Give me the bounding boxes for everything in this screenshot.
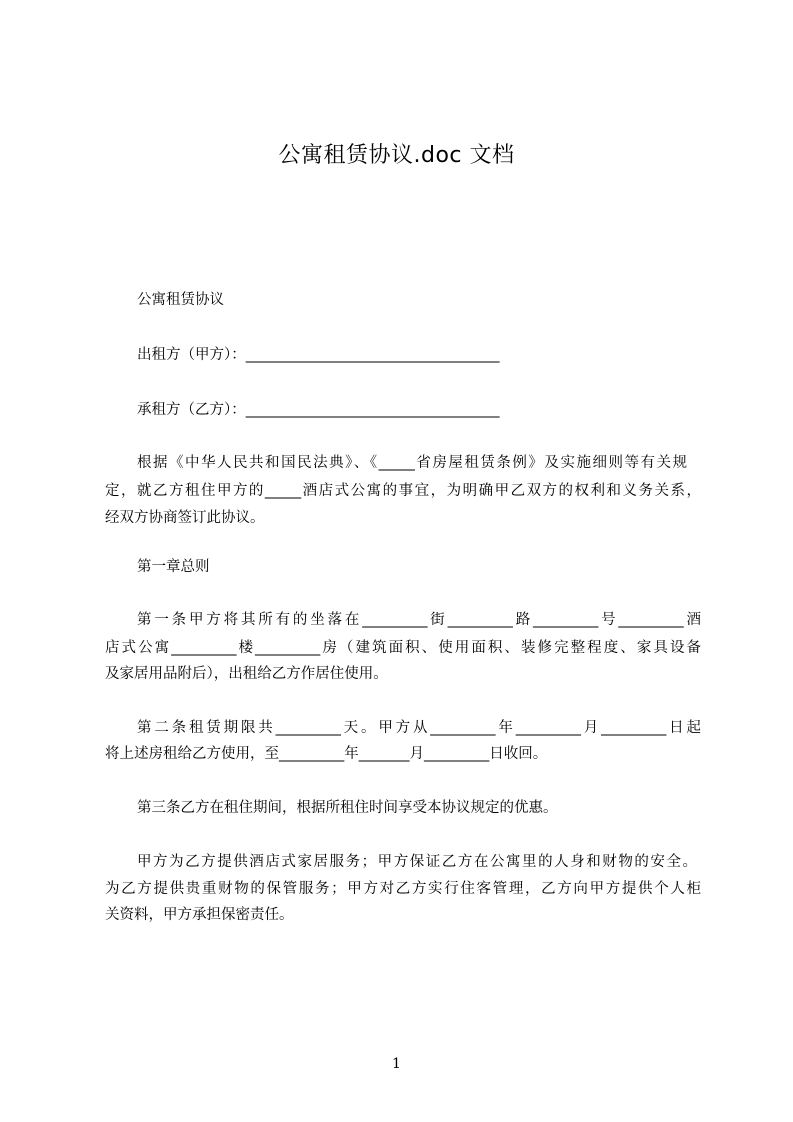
article-1-line-3: 及家居用品附后），出租给乙方作居住使用。 <box>105 666 388 682</box>
preamble-line-3: 经双方协商签订此协议。 <box>105 510 265 526</box>
document-title: 公寓租赁协议.doc 文档 <box>278 143 515 168</box>
article-2-line-2: 将上述房租给乙方使用，至_________年_______月_________日收回。 <box>105 746 548 762</box>
party-a-line: 出租方（甲方）：___________________________________ <box>137 347 500 363</box>
services-line-3: 关资料，甲方承担保密责任。 <box>105 907 294 923</box>
chapter-heading: 第一章总则 <box>137 559 210 575</box>
preamble-line-1: 根据《中华人民共和国民法典》、《_____省房屋租赁条例》及实施细则等有关规 <box>137 455 687 471</box>
preamble-line-2: 定，就乙方租住甲方的_____酒店式公寓的事宜，为明确甲乙双方的权利和义务关系， <box>105 483 701 499</box>
page-number: 1 <box>392 1056 401 1072</box>
article-3: 第三条乙方在租住期间，根据所租住时间享受本协议规定的优惠。 <box>137 800 558 816</box>
article-2-line-1: 第二条租赁期限共_________天。甲方从_________年_________月_________日起 <box>137 720 701 736</box>
services-line-1: 甲方为乙方提供酒店式家居服务；甲方保证乙方在公寓里的人身和财物的安全。 <box>137 854 697 870</box>
agreement-heading: 公寓租赁协议 <box>137 292 224 308</box>
party-b-line: 承租方（乙方）：___________________________________ <box>137 402 500 418</box>
article-1-line-1: 第一条甲方将其所有的坐落在_________街_________路_________号_________酒 <box>137 612 701 628</box>
services-line-2: 为乙方提供贵重财物的保管服务；甲方对乙方实行住客管理，乙方向甲方提供个人柜 <box>105 881 701 897</box>
article-1-line-2: 店式公寓_________楼_________房（建筑面积、使用面积、装修完整程度、家具设备 <box>105 640 701 656</box>
